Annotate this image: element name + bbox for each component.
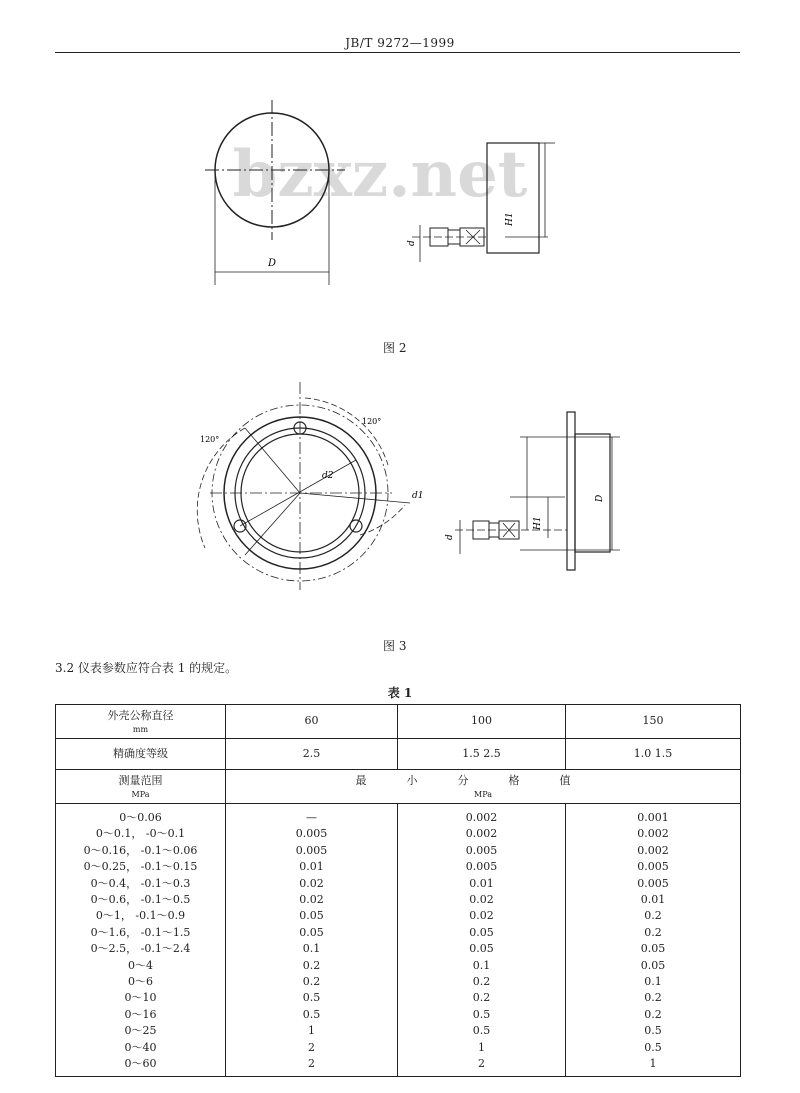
- flange-side: [567, 412, 575, 570]
- range-cell: 0～1， -0.1～0.9: [56, 908, 226, 924]
- standard-code: JB/T 9272—1999: [345, 36, 455, 50]
- parameter-table: [55, 704, 741, 1077]
- value-150-cell: 0.2: [566, 1007, 741, 1023]
- clause-3-2: 3.2 仪表参数应符合表 1 的规定。: [55, 661, 238, 675]
- row-range-header: [56, 770, 741, 804]
- value-150-cell: 1: [566, 1056, 741, 1076]
- value-60-cell: 0.005: [226, 843, 398, 859]
- table-row: [56, 1007, 741, 1023]
- table-row: [56, 1023, 741, 1039]
- dimension-H1-label: H1: [505, 212, 515, 226]
- table-row: [56, 990, 741, 1006]
- value-60-cell: 0.02: [226, 892, 398, 908]
- value-100-cell: 0.1: [398, 958, 566, 974]
- table-row: [56, 892, 741, 908]
- value-100-cell: 0.002: [398, 804, 566, 827]
- dimension-D-label: D: [267, 258, 277, 269]
- value-150-cell: 0.001: [566, 804, 741, 827]
- value-60-cell: 0.2: [226, 958, 398, 974]
- diameter-150: 150: [566, 705, 741, 739]
- range-cell: 0～0.1， -0～0.1: [56, 826, 226, 842]
- dimension-H1-label: H1: [533, 516, 543, 530]
- table-row: [56, 941, 741, 957]
- figure-2-drawing: [0, 0, 800, 330]
- value-100-cell: 0.01: [398, 876, 566, 892]
- row-diameter: [56, 705, 741, 739]
- value-60-cell: 1: [226, 1023, 398, 1039]
- table-row: [56, 826, 741, 842]
- value-60-cell: 0.005: [226, 826, 398, 842]
- range-cell: 0～6: [56, 974, 226, 990]
- value-150-cell: 0.05: [566, 941, 741, 957]
- value-100-cell: 0.02: [398, 908, 566, 924]
- table-body: [56, 804, 741, 1077]
- value-100-cell: 0.05: [398, 941, 566, 957]
- value-60-cell: —: [226, 804, 398, 827]
- diameter-100: 100: [398, 705, 566, 739]
- value-150-cell: 0.01: [566, 892, 741, 908]
- diameter-unit: mm: [132, 724, 149, 734]
- table-row: [56, 859, 741, 875]
- dimension-d1-label: d1: [412, 491, 424, 501]
- value-150-cell: 0.1: [566, 974, 741, 990]
- range-cell: 0～4: [56, 958, 226, 974]
- value-60-cell: 0.05: [226, 925, 398, 941]
- dimension-d2-label: d2: [322, 471, 334, 481]
- dimension-d-label: d: [407, 240, 417, 246]
- range-cell: 0～60: [56, 1056, 226, 1076]
- range-cell: 0～16: [56, 1007, 226, 1023]
- value-100-cell: 0.005: [398, 843, 566, 859]
- diameter-60: 60: [226, 705, 398, 739]
- table-row: [56, 958, 741, 974]
- table-row: [56, 843, 741, 859]
- diameter-label: 外壳公称直径: [107, 709, 174, 723]
- value-150-cell: 0.005: [566, 876, 741, 892]
- range-cell: 0～0.06: [56, 804, 226, 827]
- table-row: [56, 876, 741, 892]
- table-row: [56, 974, 741, 990]
- value-150-cell: 0.005: [566, 859, 741, 875]
- range-cell: 0～0.4， -0.1～0.3: [56, 876, 226, 892]
- figure-3-caption: 图 3: [383, 639, 407, 653]
- row-accuracy: [56, 739, 741, 770]
- accuracy-100: 1.5 2.5: [398, 739, 566, 770]
- range-cell: 0～40: [56, 1040, 226, 1056]
- value-150-cell: 0.05: [566, 958, 741, 974]
- range-cell: 0～2.5， -0.1～2.4: [56, 941, 226, 957]
- value-100-cell: 0.02: [398, 892, 566, 908]
- figure-3-drawing: [0, 370, 800, 610]
- value-100-cell: 0.005: [398, 859, 566, 875]
- value-100-cell: 0.5: [398, 1023, 566, 1039]
- value-60-cell: 0.5: [226, 1007, 398, 1023]
- range-label: 测量范围: [118, 774, 163, 788]
- min-division-title: 最小分格值: [355, 774, 611, 788]
- value-100-cell: 2: [398, 1056, 566, 1076]
- value-60-cell: 0.02: [226, 876, 398, 892]
- accuracy-60: 2.5: [226, 739, 398, 770]
- value-60-cell: 0.01: [226, 859, 398, 875]
- table-title: 表 1: [387, 686, 413, 700]
- range-cell: 0～25: [56, 1023, 226, 1039]
- value-60-cell: 0.1: [226, 941, 398, 957]
- watermark: bzxz.net: [232, 137, 528, 212]
- range-cell: 0～0.6， -0.1～0.5: [56, 892, 226, 908]
- value-150-cell: 0.2: [566, 925, 741, 941]
- table-row: [56, 1040, 741, 1056]
- value-100-cell: 0.2: [398, 974, 566, 990]
- value-60-cell: 2: [226, 1040, 398, 1056]
- value-100-cell: 1: [398, 1040, 566, 1056]
- angle-label-left: 120°: [200, 435, 220, 444]
- gauge-body-side: [575, 434, 610, 552]
- accuracy-label: 精确度等级: [56, 739, 226, 770]
- accuracy-150: 1.0 1.5: [566, 739, 741, 770]
- value-150-cell: 0.002: [566, 843, 741, 859]
- value-60-cell: 0.2: [226, 974, 398, 990]
- figure-2-caption: 图 2: [383, 341, 407, 355]
- value-60-cell: 0.05: [226, 908, 398, 924]
- value-60-cell: 2: [226, 1056, 398, 1076]
- value-150-cell: 0.2: [566, 990, 741, 1006]
- value-100-cell: 0.05: [398, 925, 566, 941]
- range-unit: MPa: [131, 789, 150, 799]
- value-150-cell: 0.2: [566, 908, 741, 924]
- dimension-d-label: d: [445, 534, 455, 540]
- range-cell: 0～10: [56, 990, 226, 1006]
- value-60-cell: 0.5: [226, 990, 398, 1006]
- range-cell: 0～1.6， -0.1～1.5: [56, 925, 226, 941]
- value-100-cell: 0.5: [398, 1007, 566, 1023]
- table-row: [56, 908, 741, 924]
- value-150-cell: 0.5: [566, 1040, 741, 1056]
- range-header-cell: [56, 770, 226, 804]
- value-150-cell: 0.002: [566, 826, 741, 842]
- table-row: [56, 1056, 741, 1076]
- table-row: [56, 925, 741, 941]
- table-row: [56, 804, 741, 827]
- value-100-cell: 0.2: [398, 990, 566, 1006]
- min-division-unit: MPa: [474, 789, 492, 799]
- value-100-cell: 0.002: [398, 826, 566, 842]
- angle-label-right: 120°: [362, 417, 382, 426]
- value-150-cell: 0.5: [566, 1023, 741, 1039]
- min-division-header: [226, 770, 741, 804]
- diameter-label-cell: [56, 705, 226, 739]
- range-cell: 0～0.25， -0.1～0.15: [56, 859, 226, 875]
- range-cell: 0～0.16， -0.1～0.06: [56, 843, 226, 859]
- dimension-D-label: D: [595, 494, 605, 502]
